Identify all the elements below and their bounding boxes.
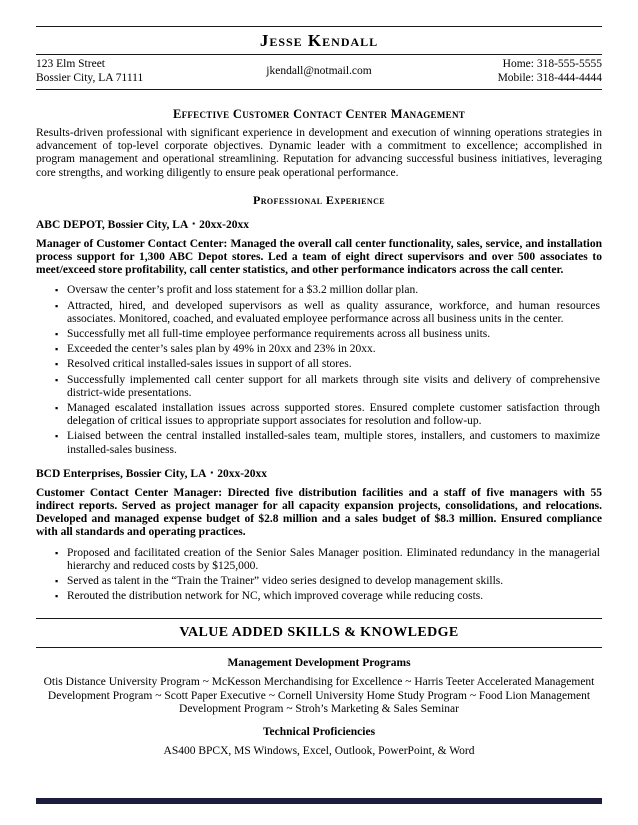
job-heading (36, 468, 602, 480)
profile-summary: Results-driven professional with significant experience in development and execution of winning operations strategies in advancement of top-level corporate objectives. Dynamic leader with a commitment to excellence; accomplished in program management and operational streamlining. Reputation for advancing successful business initiatives, leveraging core strengths, and working diligently to ensure peak operational performance. (36, 127, 602, 179)
job-title: Manager of Customer Contact Center: (36, 237, 228, 250)
skills-subheading: Management Development Programs (227, 657, 411, 670)
separator-square-icon: ▪ (192, 218, 196, 228)
bullet-text: Liaised between the central installed installed-sales team, multiple stores, installers, and customers to maximize installed-sales business. (67, 430, 600, 456)
experience-heading: Professional Experience (253, 192, 385, 207)
bullet-text: Attracted, hired, and developed supervisors as well as quality assurance, workforce, and human resources associates. Monitored, coached, and evaluated employee performance across all business units in the center. (67, 299, 600, 325)
home-phone: Home: 318-555-5555 (502, 58, 603, 70)
address-line-2: Bossier City, LA 71111 (36, 71, 144, 84)
bullet-text: Rerouted the distribution network for NC, which improved coverage while reducing costs. (67, 590, 484, 603)
address-line-1: 123 Elm Street (36, 58, 105, 70)
bullet-text: Exceeded the center’s sales plan by 49% in 20xx and 23% in 20xx. (67, 343, 376, 356)
bullet-text: Oversaw the center’s profit and loss statement for a $3.2 million dollar plan. (67, 284, 419, 297)
contact-email: jkendall@notmail.com (266, 64, 372, 77)
list-item (36, 575, 602, 588)
job-description: Managed the overall call center functionality, sales, service, and installation process support for 1,300 ABC Depot stores. Led a team of eight direct supervisors and over 500 associates to meet/exceed store profitability, call center statistics, and other performance indicators across the call center. (36, 237, 602, 277)
bullet-text: Served as talent in the “Train the Trainer” video series designed to develop management skills. (67, 575, 504, 588)
bullet-text: Managed escalated installation issues across supported stores. Ensured complete customer satisfaction through delegation of critical issues to appropriate support associates for resolution and follow-up. (67, 402, 600, 428)
list-item (36, 328, 602, 341)
resume-name: Jesse Kendall (259, 31, 379, 50)
bullet-marker-icon: ▪ (55, 329, 59, 340)
bullet-marker-icon: ▪ (55, 591, 59, 602)
job-entry (36, 468, 602, 604)
bullet-marker-icon: ▪ (55, 285, 59, 296)
profile-heading: Effective Customer Contact Center Management (172, 107, 466, 121)
bullet-marker-icon: ▪ (55, 403, 59, 414)
mobile-phone: Mobile: 318-444-4444 (497, 71, 603, 84)
job-entry (36, 219, 602, 457)
job-title: Customer Contact Center Manager: (36, 486, 223, 499)
bullet-marker-icon: ▪ (55, 300, 59, 311)
list-item (36, 430, 602, 456)
contact-address (36, 58, 225, 85)
bullet-list (36, 547, 602, 604)
bullet-marker-icon: ▪ (55, 431, 59, 442)
skills-text: AS400 BPCX, MS Windows, Excel, Outlook, PowerPoint, & Word (163, 744, 475, 757)
list-item (36, 590, 602, 603)
job-summary (36, 238, 602, 278)
skills-heading: VALUE ADDED SKILLS & KNOWLEDGE (36, 618, 602, 648)
bullet-marker-icon: ▪ (55, 576, 59, 587)
skills-text: Otis Distance University Program ~ McKesson Merchandising for Excellence ~ Harris Teeter Accelerated Management Development Program ~ Scott Paper Executive ~ Cornell University Home Study Program ~ Food Lion Management Development Program ~ Stroh’s Marketing & Sales Seminar (43, 676, 595, 716)
footer-bar (36, 798, 602, 804)
list-item (36, 343, 602, 356)
job-description: Directed five distribution facilities and a staff of five managers with 55 indirect reports. Served as project manager for all capacity expansion projects, consolidations, and relocations. Developed and managed expense budget of $2.8 million and a sales budget of $8.3 million. Ensured compliance with all standards and operating practices. (36, 486, 602, 539)
bullet-marker-icon: ▪ (55, 344, 59, 355)
job-dates: 20xx-20xx (217, 467, 268, 480)
bullet-marker-icon: ▪ (55, 359, 59, 370)
bullet-text: Successfully met all full-time employee performance requirements across all business units. (67, 328, 491, 341)
separator-square-icon: ▪ (210, 467, 214, 477)
list-item (36, 284, 602, 297)
list-item (36, 300, 602, 326)
company-name: ABC DEPOT, Bossier City, LA (36, 218, 189, 231)
contact-bar (36, 54, 602, 90)
job-summary (36, 487, 602, 540)
contact-phones (413, 58, 602, 85)
list-item (36, 374, 602, 400)
bullet-marker-icon: ▪ (55, 374, 59, 385)
list-item (36, 358, 602, 371)
company-name: BCD Enterprises, Bossier City, LA (36, 467, 207, 480)
job-heading (36, 219, 602, 231)
skills-subheading: Technical Proficiencies (262, 725, 376, 738)
bullet-text: Resolved critical installed-sales issues in support of all stores. (67, 358, 352, 371)
job-dates: 20xx-20xx (199, 218, 249, 231)
list-item (36, 402, 602, 428)
bullet-marker-icon: ▪ (55, 547, 59, 558)
bullet-list (36, 284, 602, 456)
list-item (36, 547, 602, 573)
bullet-text: Successfully implemented call center support for all markets through site visits and delivery of comprehensive district-wide presentations. (67, 373, 600, 399)
bullet-text: Proposed and facilitated creation of the Senior Sales Manager position. Eliminated redundancy in the managerial hierarchy and reduced costs by $125,000. (67, 546, 600, 572)
